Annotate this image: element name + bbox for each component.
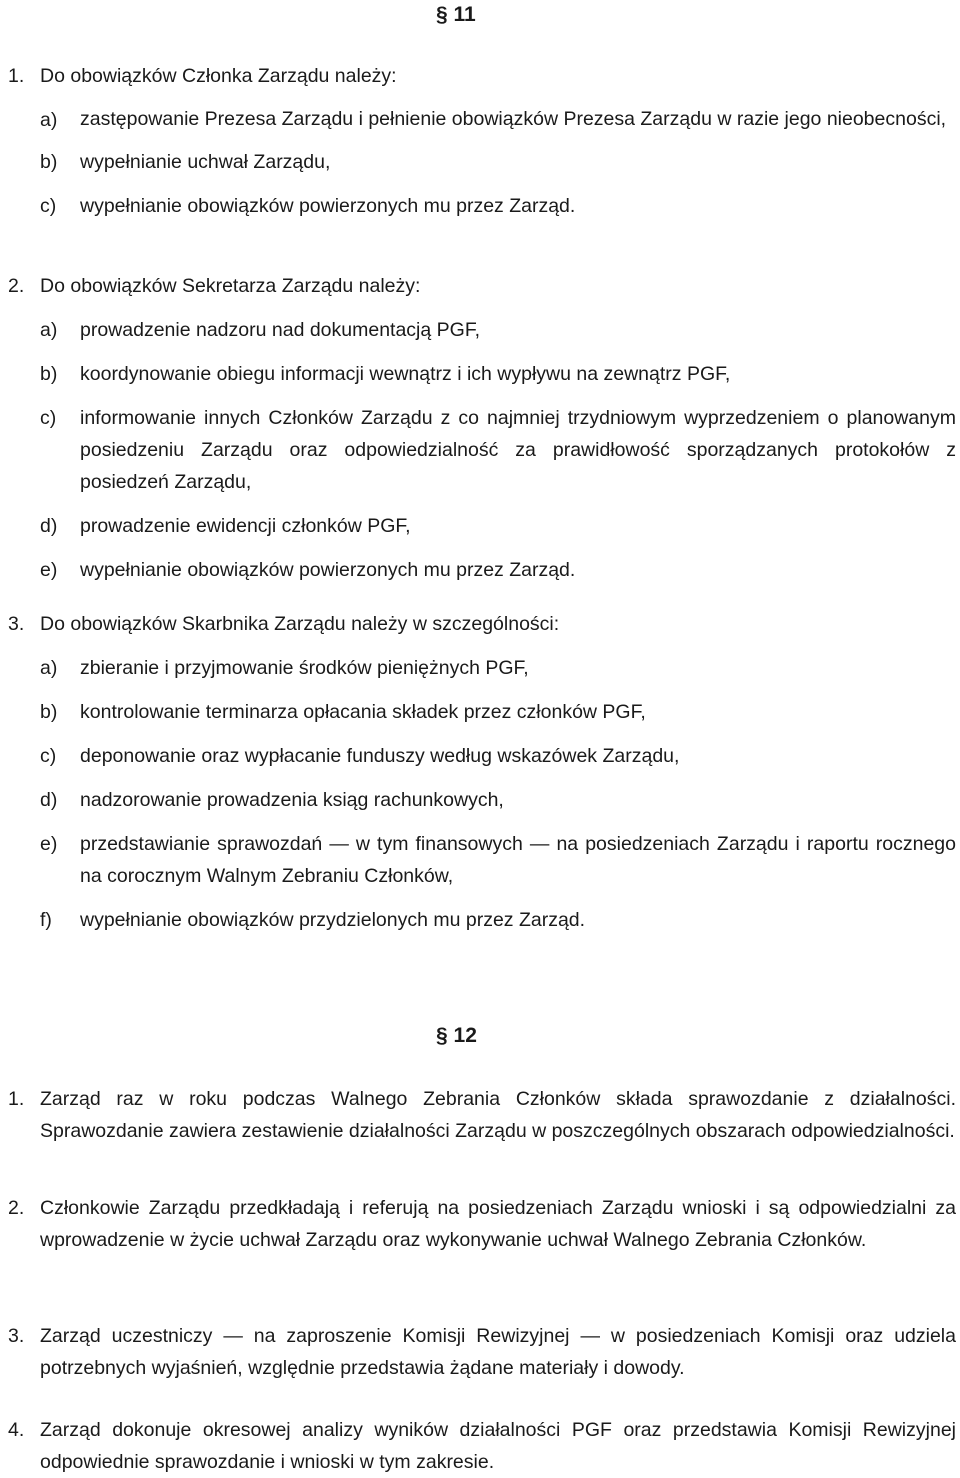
list-marker: e) [40,833,58,855]
paragraph-number: 2. [8,1197,25,1219]
list-item: wypełnianie obowiązków powierzonych mu przez Zarząd. [80,195,576,217]
list-marker: c) [40,407,57,429]
list-item: deponowanie oraz wypłacanie funduszy według wskazówek Zarządu, [80,745,680,767]
list-item: prowadzenie nadzoru nad dokumentacją PGF, [80,319,480,341]
paragraph-text: Zarząd raz w roku podczas Walnego Zebrania Członków składa sprawozdanie z działalności. Sprawozdanie zawiera zestawienie działalności Zarządu w poszczególnych obszarach odpowiedzialności. [40,1088,956,1142]
list-item: nadzorowanie prowadzenia ksiąg rachunkowych, [80,789,504,811]
list-marker: c) [40,745,57,767]
list-marker: b) [40,151,58,173]
section-heading-11: § 11 [436,3,476,26]
paragraph-text: Do obowiązków Sekretarza Zarządu należy: [40,275,421,297]
s12-paragraph-3 [8,1320,956,1384]
s12-paragraph-4 [8,1414,956,1478]
paragraph-number: 4. [8,1419,25,1441]
paragraph-text: Zarząd dokonuje okresowej analizy wyników działalności PGF oraz przedstawia Komisji Rewizyjnej odpowiednie sprawozdanie i wnioski w tym zakresie. [40,1419,956,1473]
paragraph-number: 1. [8,1088,25,1110]
paragraph-number: 3. [8,613,25,635]
list-item: kontrolowanie terminarza opłacania składek przez członków PGF, [80,701,646,723]
paragraph-1 [8,60,956,222]
s12-paragraph-1 [8,1083,956,1147]
list-item: zbieranie i przyjmowanie środków pieniężnych PGF, [80,657,529,679]
paragraph-2 [8,270,956,586]
list-marker: a) [40,109,58,131]
s12-paragraph-2 [8,1192,956,1256]
paragraph-text: Zarząd uczestniczy — na zaproszenie Komisji Rewizyjnej — w posiedzeniach Komisji oraz udziela potrzebnych wyjaśnień, względnie przedstawia żądane materiały i dowody. [40,1325,956,1379]
list-marker: b) [40,701,58,723]
list-marker: c) [40,195,57,217]
list-marker: e) [40,559,58,581]
list-marker: d) [40,789,58,811]
paragraph-number: 1. [8,65,25,87]
list-item: przedstawianie sprawozdań — w tym finansowych — na posiedzeniach Zarządu i raportu rocznego na corocznym Walnym Zebraniu Członków, [80,833,956,887]
list-marker: a) [40,319,58,341]
list-item: zastępowanie Prezesa Zarządu i pełnienie obowiązków Prezesa Zarządu w razie jego nieobecności, [80,108,947,130]
paragraph-text: Do obowiązków Skarbnika Zarządu należy w szczególności: [40,613,560,635]
list-item: wypełnianie obowiązków powierzonych mu przez Zarząd. [80,559,576,581]
paragraph-number: 3. [8,1325,25,1347]
list-marker: d) [40,515,58,537]
list-marker: b) [40,363,58,385]
paragraph-text: Członkowie Zarządu przedkładają i referują na posiedzeniach Zarządu wnioski i są odpowiedzialni za wprowadzenie w życie uchwał Zarządu oraz wykonywanie uchwał Walnego Zebrania Członków. [40,1197,956,1251]
section-heading-12: § 12 [436,1024,477,1047]
paragraph-text: Do obowiązków Członka Zarządu należy: [40,65,397,87]
list-item: prowadzenie ewidencji członków PGF, [80,515,411,537]
list-item: wypełnianie uchwał Zarządu, [80,151,331,173]
list-marker: a) [40,657,58,679]
paragraph-3 [8,608,956,936]
list-marker: f) [40,909,52,931]
list-item: informowanie innych Członków Zarządu z co najmniej trzydniowym wyprzedzeniem o planowanym posiedzeniu Zarządu oraz odpowiedzialność za prawidłowość sporządzanych protokołów z posiedzeń Zarządu, [80,407,956,493]
list-item: koordynowanie obiegu informacji wewnątrz i ich wypływu na zewnątrz PGF, [80,363,731,385]
list-item: wypełnianie obowiązków przydzielonych mu przez Zarząd. [80,909,586,931]
paragraph-number: 2. [8,275,25,297]
